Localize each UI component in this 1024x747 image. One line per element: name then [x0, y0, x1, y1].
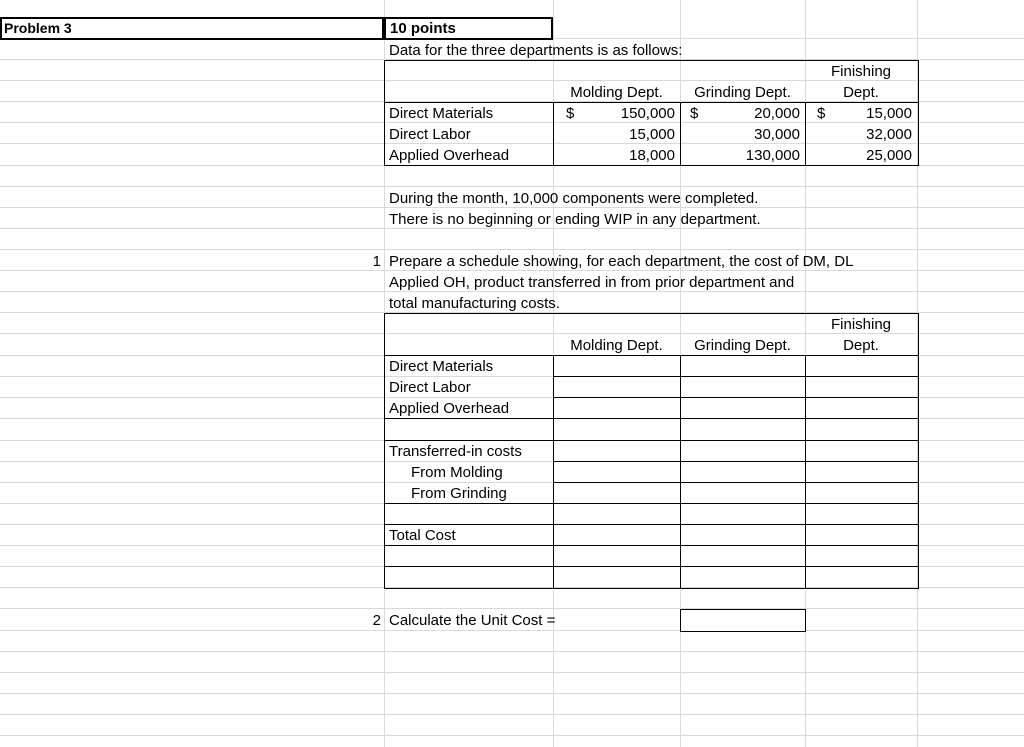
question-1-number: 1 [372, 253, 381, 270]
table1-header-molding: Molding Dept. [570, 84, 663, 101]
molding-value[interactable]: 15,000 [629, 126, 675, 143]
problem-label: Problem 3 [4, 20, 72, 36]
table1-header-finishing-2: Dept. [843, 84, 879, 101]
note-wip: There is no beginning or ending WIP in any department. [389, 211, 761, 228]
intro-text: Data for the three departments is as follows: [389, 42, 683, 59]
question-1-line-3: total manufacturing costs. [389, 295, 560, 312]
table2-header-finishing-2: Dept. [843, 337, 879, 354]
finishing-value[interactable]: 25,000 [866, 147, 912, 164]
schedule-label-from-molding: From Molding [411, 464, 503, 481]
table1-header-grinding: Grinding Dept. [694, 84, 791, 101]
grinding-value[interactable]: 30,000 [754, 126, 800, 143]
grinding-value[interactable]: 20,000 [754, 105, 800, 122]
table2-header-molding: Molding Dept. [570, 337, 663, 354]
table-row-label: Direct Labor [389, 126, 471, 143]
currency-symbol: $ [817, 105, 826, 122]
schedule-label-from-grinding: From Grinding [411, 485, 507, 502]
schedule-label-oh: Applied Overhead [389, 400, 510, 417]
question-2-label: Calculate the Unit Cost = [389, 612, 556, 629]
finishing-value[interactable]: 15,000 [866, 105, 912, 122]
schedule-label-transferred: Transferred-in costs [389, 443, 522, 460]
table-row-label: Direct Materials [389, 105, 494, 122]
molding-value[interactable]: 18,000 [629, 147, 675, 164]
table1-header-finishing-1: Finishing [830, 63, 892, 80]
points-label: 10 points [390, 20, 456, 37]
finishing-value[interactable]: 32,000 [866, 126, 912, 143]
table2-header-grinding: Grinding Dept. [694, 337, 791, 354]
molding-value[interactable]: 150,000 [620, 105, 675, 122]
schedule-label-total: Total Cost [389, 527, 456, 544]
currency-symbol: $ [566, 105, 575, 122]
table-row-label: Applied Overhead [389, 147, 510, 164]
grinding-value[interactable]: 130,000 [745, 147, 800, 164]
unit-cost-answer-cell[interactable] [680, 609, 806, 632]
schedule-label-dm: Direct Materials [389, 358, 494, 375]
question-2-number: 2 [372, 612, 381, 629]
question-1-line-2: Applied OH, product transferred in from prior department and [389, 274, 795, 291]
question-1-line-1: Prepare a schedule showing, for each department, the cost of DM, DL [389, 253, 854, 270]
currency-symbol: $ [690, 105, 699, 122]
table2-header-finishing-1: Finishing [830, 316, 892, 333]
schedule-label-dl: Direct Labor [389, 379, 471, 396]
note-completed: During the month, 10,000 components were completed. [389, 190, 759, 207]
